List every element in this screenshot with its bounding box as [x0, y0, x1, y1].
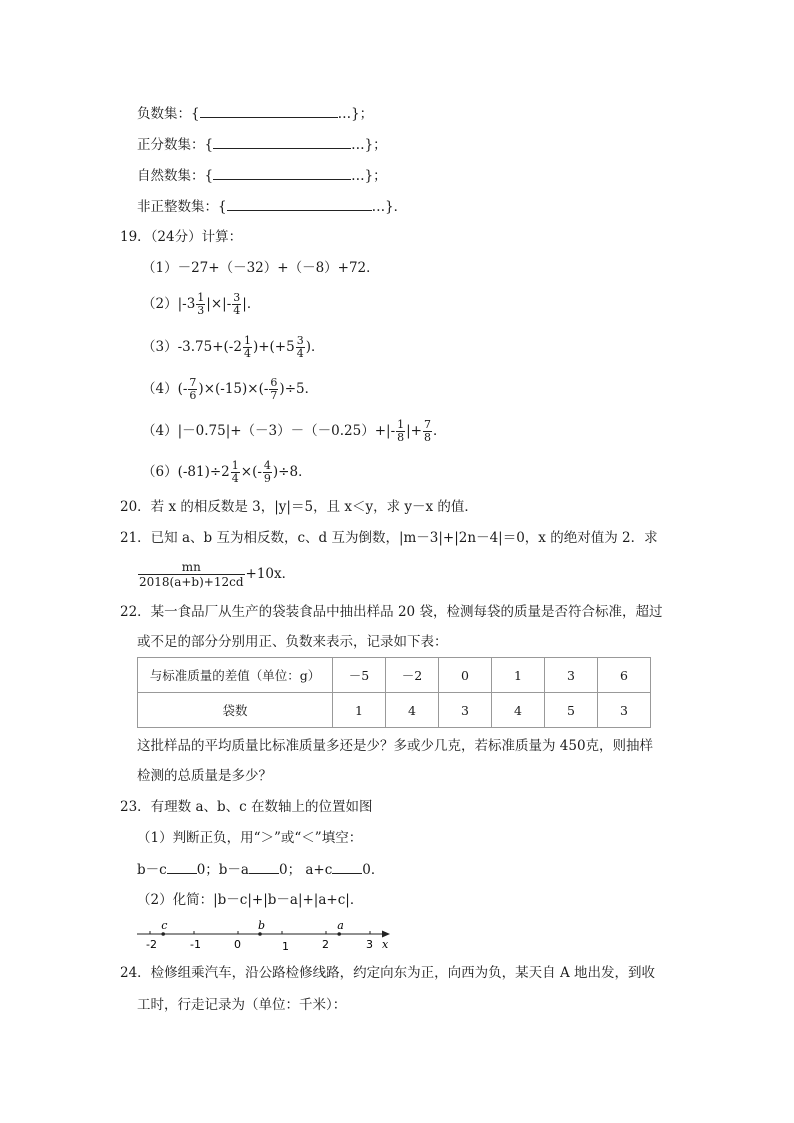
arrow-icon — [382, 931, 390, 938]
q22-line3: 这批样品的平均质量比标准质量多还是少？多或少几克，若标准质量为 450克，则抽样 — [137, 738, 654, 754]
table-cell: 3 — [545, 658, 598, 693]
q22-line2: 或不足的部分分别用正、负数来表示，记录如下表： — [137, 634, 448, 650]
table-cell: 5 — [545, 693, 598, 728]
q23-line1: 23．有理数 a、b、c 在数轴上的位置如图 — [120, 799, 373, 815]
table-cell: 3 — [439, 693, 492, 728]
point-label-c: c — [161, 919, 168, 932]
fraction: $\frac{1}{3}$ — [197, 291, 205, 317]
blank-a-plus-c[interactable] — [332, 859, 362, 874]
axis-tick-label: 0 — [234, 938, 241, 951]
q23-fill-blanks: b－c 0；b－a 0； a+c 0． — [137, 859, 384, 880]
data-table — [137, 657, 651, 728]
axis-tick-label: 1 — [282, 940, 289, 953]
q23-part2: （2）化简：|b－c|+|b－a|+|a+c|． — [137, 892, 364, 908]
q24-line1: 24．检修组乘汽车，沿公路检修线路，约定向东为正，向西为负，某天自 A 地出发，到收 — [120, 965, 656, 981]
table-cell: 4 — [386, 693, 439, 728]
table-cell: 1 — [492, 658, 545, 693]
table-row — [138, 693, 651, 728]
blank-b-minus-c[interactable] — [167, 859, 197, 874]
set-negative: 负数集：{ …}； — [137, 103, 373, 124]
fraction: $\frac{mn}{2018(a+b)+12cd}$ — [139, 560, 244, 589]
axis-tick-label: -2 — [146, 938, 157, 951]
q23-part1: （1）判断正负，用“＞”或“＜”填空： — [137, 830, 363, 846]
q22-line4: 检测的总质量是多少？ — [137, 768, 272, 784]
q21-line1: 21．已知 a、b 互为相反数，c、d 互为倒数，|m－3|+|2n－4|＝0，x 的绝对值为 2．求 — [120, 530, 658, 546]
q19-header: 19．（24分）计算： — [120, 229, 243, 245]
point-label-a: a — [337, 919, 344, 932]
q19-part5: （4）|－0.75|+（－3）－（－0.25）+|- $\frac{1}{8}$ |+ $\frac{7}{8}$ ． — [142, 418, 447, 444]
blank-positive-fraction[interactable] — [213, 134, 351, 149]
axis-tick-label: 2 — [322, 938, 329, 951]
q20-text: 20．若 x 的相反数是 3，|y|＝5，且 x＜y，求 y－x 的值． — [120, 499, 478, 515]
q19-part1: （1）－27+（－32）+（－8）+72． — [142, 260, 380, 276]
fraction: $\frac{3}{4}$ — [296, 334, 304, 360]
set-natural: 自然数集：{ …}； — [137, 165, 387, 186]
point-b — [258, 932, 262, 936]
blank-non-positive-integer[interactable] — [227, 196, 372, 211]
blank-natural[interactable] — [213, 165, 351, 180]
q21-expression: $\frac{mn}{2018(a+b)+12cd}$ +10x． — [139, 560, 296, 589]
axis-tick-label: 3 — [366, 938, 373, 951]
table-cell: 4 — [492, 693, 545, 728]
q22-line1: 22．某一食品厂从生产的袋装食品中抽出样品 20 袋，检测每袋的质量是否符合标准，超过 — [120, 604, 663, 620]
q19-part4: （4）(- $\frac{7}{6}$ )×(-15)×(- $\frac{6}{7}$ )÷5． — [142, 376, 319, 402]
table-cell: －5 — [333, 658, 386, 693]
axis-x-label: x — [382, 938, 389, 951]
fraction: $\frac{3}{4}$ — [233, 291, 241, 317]
axis-tick-label: -1 — [190, 938, 201, 951]
fraction: $\frac{6}{7}$ — [270, 376, 278, 402]
fraction: $\frac{7}{8}$ — [424, 418, 431, 444]
number-line — [134, 918, 404, 954]
table-cell: 6 — [598, 658, 651, 693]
table-header-cell: 与标准质量的差值（单位：g） — [138, 658, 333, 693]
set-non-positive-integer: 非正整数集：{ …}． — [137, 196, 407, 217]
table-cell: 1 — [333, 693, 386, 728]
table-row — [138, 658, 651, 693]
fraction: $\frac{1}{8}$ — [397, 418, 405, 444]
blank-negative[interactable] — [200, 103, 338, 118]
q19-part6: （6）(-81)÷2 $\frac{1}{4}$ ×(- $\frac{4}{9}$ )÷8． — [142, 459, 312, 485]
table-cell: 3 — [598, 693, 651, 728]
set-positive-fraction: 正分数集：{ …}； — [137, 134, 387, 155]
q19-part2: （2）|-3 $\frac{1}{3}$ |×|- $\frac{3}{4}$ |． — [142, 291, 261, 317]
q19-part3: （3）-3.75+(-2 $\frac{1}{4}$ )+(+5 $\frac{3}{4}$ )． — [142, 334, 325, 360]
fraction: $\frac{4}{9}$ — [263, 459, 271, 485]
fraction: $\frac{7}{6}$ — [189, 376, 197, 402]
point-label-b: b — [258, 919, 266, 932]
fraction: $\frac{1}{4}$ — [243, 334, 251, 360]
fraction: $\frac{1}{4}$ — [231, 459, 239, 485]
blank-b-minus-a[interactable] — [249, 859, 279, 874]
table-header-cell: 袋数 — [138, 693, 333, 728]
point-a — [337, 932, 341, 936]
table-cell: 0 — [439, 658, 492, 693]
q24-line2: 工时，行走记录为（单位：千米）： — [137, 997, 347, 1013]
table-cell: －2 — [386, 658, 439, 693]
point-c — [161, 932, 165, 936]
